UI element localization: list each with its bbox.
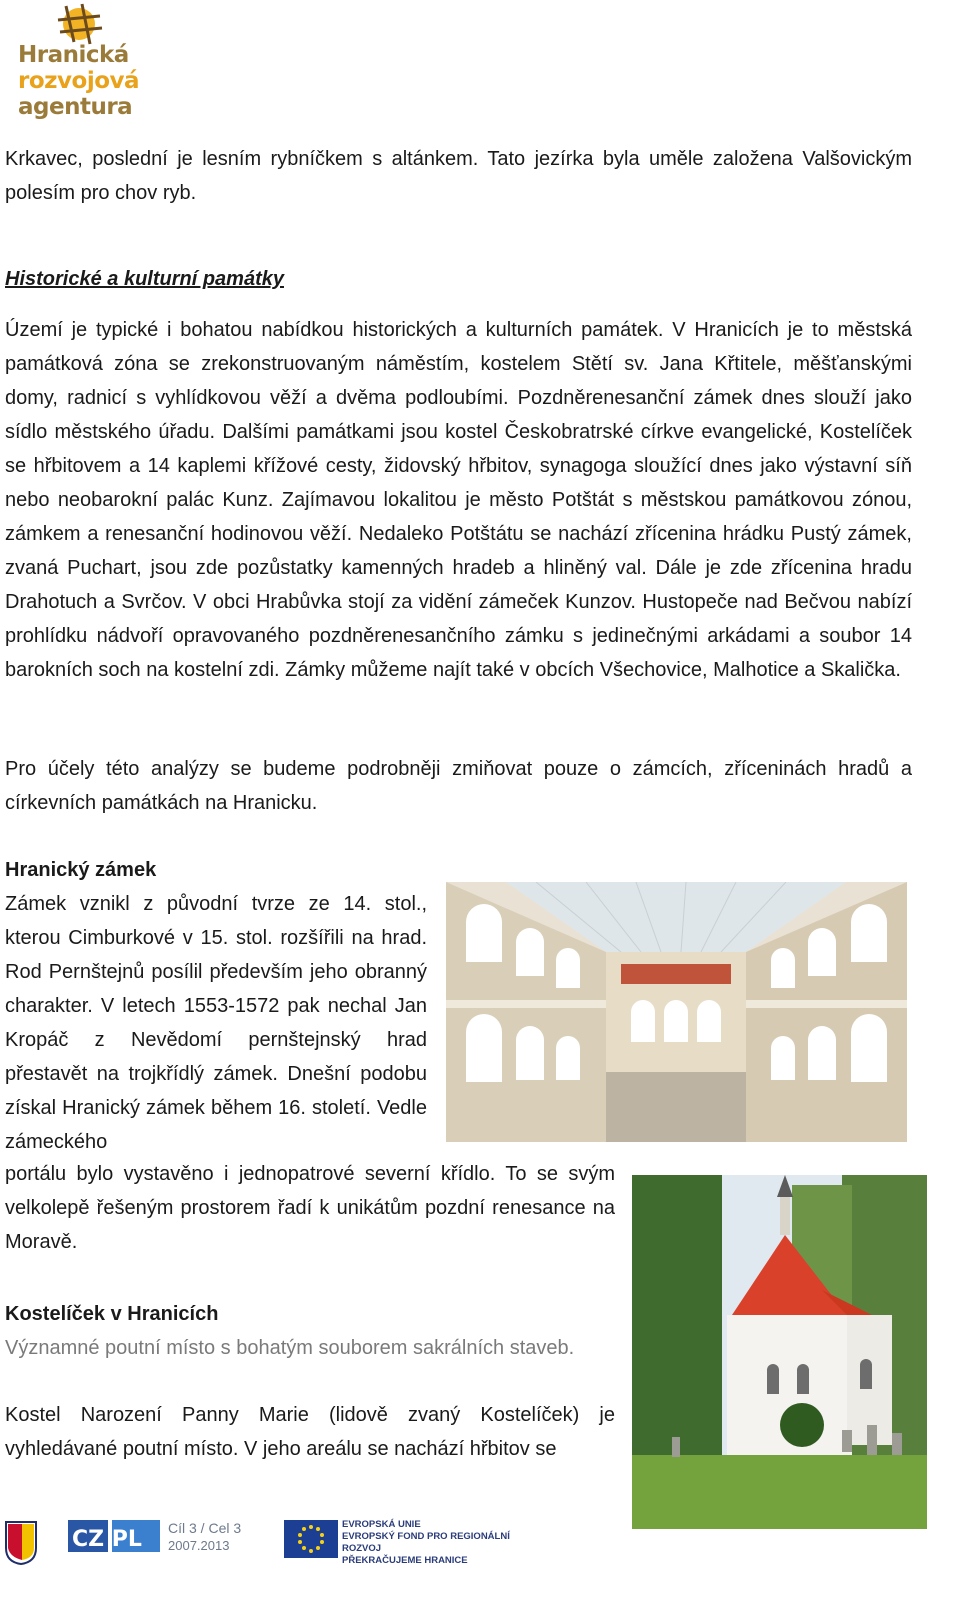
region-emblem-icon [4, 1520, 38, 1566]
czpl-logo [68, 1518, 164, 1556]
eu-line-1: EVROPSKÁ UNIE [342, 1519, 421, 1530]
eu-text-block [342, 1519, 542, 1566]
castle-courtyard-photo [446, 882, 907, 1142]
cil-logo [168, 1520, 248, 1556]
section-heading-history: Historické a kulturní památky [5, 268, 284, 290]
castle-paragraph-narrow: Zámek vznikl z původní tvrze ze 14. stol., kterou Cimburkové v 15. stol. rozšířili na hrad. Rod Pernštejnů posílil především jeho obranný charakter. V letech 1553-1572 pak nechal Jan Kropáč z Nevědomí pernštejnský hrad přestavět na trojkřídlý zámek. Dnešní podobu získal Hranický zámek během 16. století. Vedle zámeckého [5, 893, 427, 1153]
history-paragraph-2: Pro účely této analýzy se budeme podrobněji zmiňovat pouze o zámcích, zříceninách hradů a církevních památkách na Hranicku. [5, 758, 912, 814]
section-heading-chapel: Kostelíček v Hranicích [5, 1303, 219, 1325]
eu-line-3: PŘEKRAČUJEME HRANICE [342, 1555, 468, 1566]
castle-paragraph-wide: portálu bylo vystavěno i jednopatrové severní křídlo. To se svým velkolepě řešeným prostorem řadí k unikátům pozdní renesance na Moravě. [5, 1163, 615, 1253]
logo-line-3: agentura [18, 94, 133, 120]
eu-line-2: EVROPSKÝ FOND PRO REGIONÁLNÍ ROZVOJ [342, 1531, 510, 1554]
logo-line-2: rozvojová [18, 68, 140, 94]
history-paragraph: Území je typické i bohatou nabídkou historických a kulturních památek. V Hranicích je to městská památková zóna se zrekonstruovaným náměstím, kostelem Stětí sv. Jana Křtitele, měšťanskými domy, radnicí s vyhlídkovou věží a dvěma podloubími. Pozdněrenesanční zámek dnes slouží jako sídlo městského úřadu. Dalšími památkami jsou kostel Českobratrské církve evangelické, Kostelíček se hřbitovem a 14 kaplemi křížové cesty, židovský hřbitov, synagoga sloužící dnes jako výstavní síň nebo neobarokní palác Kunz. Zajímavou lokalitou je město Potštát s městskou památkovou zónou, zámkem a renesanční hodinovou věží. Nedaleko Potštátu se nachází zřícenina hrádku Pustý zámek, zvaná Puchart, jsou zde pozůstatky kamenných hradeb a hliněný val. Dále je zde zřícenina hradu Drahotuch a Svrčov. V obci Hrabůvka stojí za vidění zámeček Kunzov. Hustopeče nad Bečvou nabízí prohlídku nádvoří opravovaného pozdněrenesančního zámku s jedinečnými arkádami a soubor 14 barokních soch na kostelní zdi. Zámky můžeme najít také v obcích Všechovice, Malhotice a Skalička. [5, 319, 912, 681]
chapel-paragraph: Kostel Narození Panny Marie (lidově zvaný Kostelíček) je vyhledávané poutní místo. V jeho areálu se nachází hřbitov se [5, 1404, 615, 1460]
years-text: 2007.2013 [168, 1538, 230, 1553]
chapel-subtitle: Významné poutní místo s bohatým souborem sakrálních staveb. [5, 1337, 575, 1359]
logo-line-1: Hranická [18, 42, 129, 68]
agency-logo [14, 2, 140, 130]
intro-paragraph: Krkavec, poslední je lesním rybníčkem s altánkem. Tato jezírka byla uměle založena Valšovickým polesím pro chov ryb. [5, 148, 912, 204]
chapel-photo [632, 1175, 927, 1529]
cil-text: Cíl 3 / Cel 3 [168, 1520, 242, 1536]
section-heading-castle: Hranický zámek [5, 859, 157, 881]
eu-flag-icon [284, 1520, 338, 1558]
czpl-text: CZ PL [72, 1527, 142, 1552]
